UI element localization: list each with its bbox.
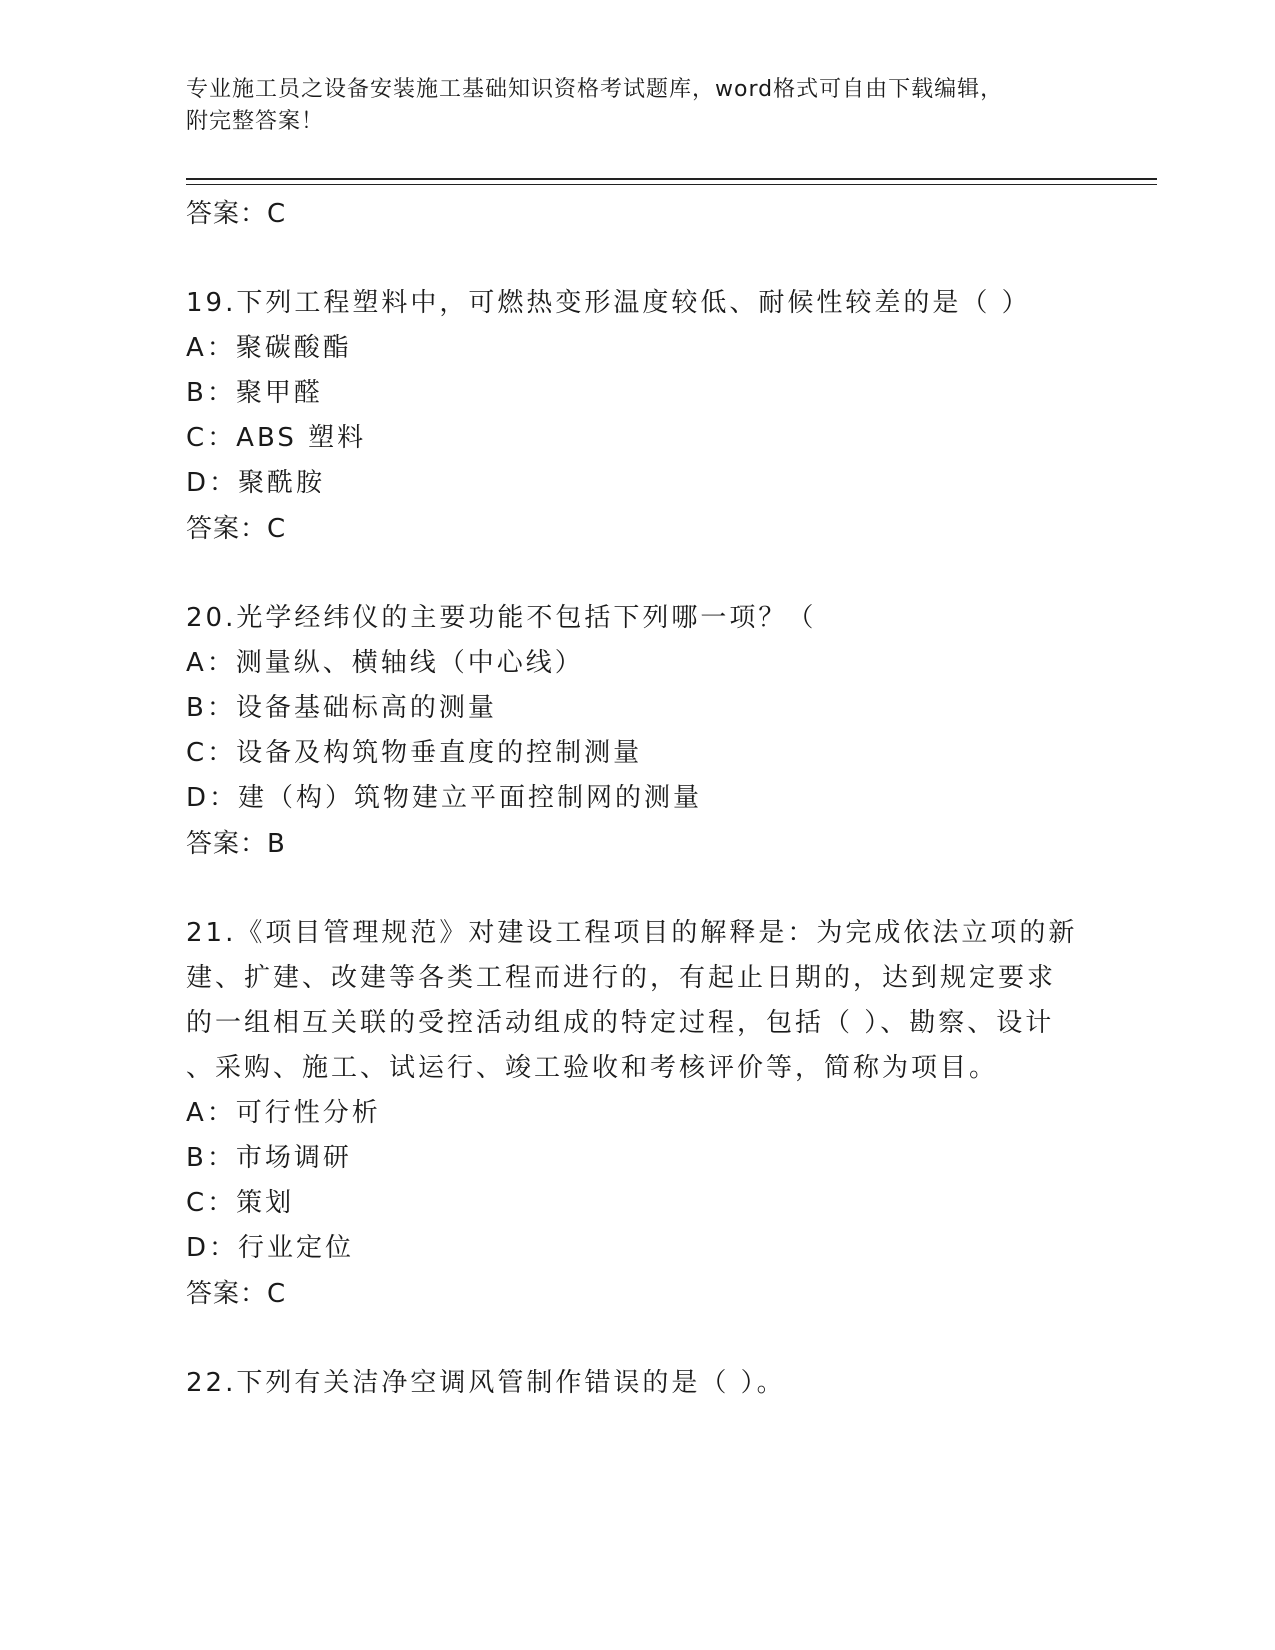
option-a: A：可行性分析 [186,1098,381,1128]
question-22 [186,1361,1086,1406]
answer-previous: 答案：C [186,199,287,229]
answer: 答案：B [186,829,286,859]
question-text-line-1: 21.《项目管理规范》对建设工程项目的解释是：为完成依法立项的新 [186,918,1078,948]
option-c: C：ABS 塑料 [186,423,367,453]
question-text: 19.下列工程塑料中，可燃热变形温度较低、耐候性较差的是（ ） [186,288,1031,318]
question-list [186,191,1086,1406]
option-b: B：聚甲醛 [186,378,323,408]
question-text: 22.下列有关洁净空调风管制作错误的是（ ）。 [186,1368,786,1398]
answer: 答案：C [186,514,287,544]
header-divider-thin [186,184,1157,185]
question-text-line-4: 、采购、施工、试运行、竣工验收和考核评价等，简称为项目。 [186,1053,999,1083]
question-20 [186,596,1086,867]
question-text: 20.光学经纬仪的主要功能不包括下列哪一项？（ [186,603,817,633]
question-21 [186,911,1086,1317]
option-b: B：设备基础标高的测量 [186,693,497,723]
option-c: C：设备及构筑物垂直度的控制测量 [186,738,643,768]
option-d: D：建（构）筑物建立平面控制网的测量 [186,783,703,813]
option-d: D：行业定位 [186,1233,355,1263]
option-a: A：聚碳酸酯 [186,333,352,363]
document-header [186,74,1086,138]
answer: 答案：C [186,1279,287,1309]
question-text-line-3: 的一组相互关联的受控活动组成的特定过程，包括（ ）、勘察、设计 [186,1008,1055,1038]
header-divider-thick [186,178,1157,180]
option-c: C：策划 [186,1188,295,1218]
option-d: D：聚酰胺 [186,468,326,498]
option-b: B：市场调研 [186,1143,352,1173]
question-19 [186,281,1086,552]
option-a: A：测量纵、横轴线（中心线） [186,648,584,678]
header-line-1: 专业施工员之设备安装施工基础知识资格考试题库，word格式可自由下载编辑， [186,77,1004,102]
header-line-2: 附完整答案！ [186,109,325,134]
question-text-line-2: 建、扩建、改建等各类工程而进行的，有起止日期的，达到规定要求 [186,963,1057,993]
